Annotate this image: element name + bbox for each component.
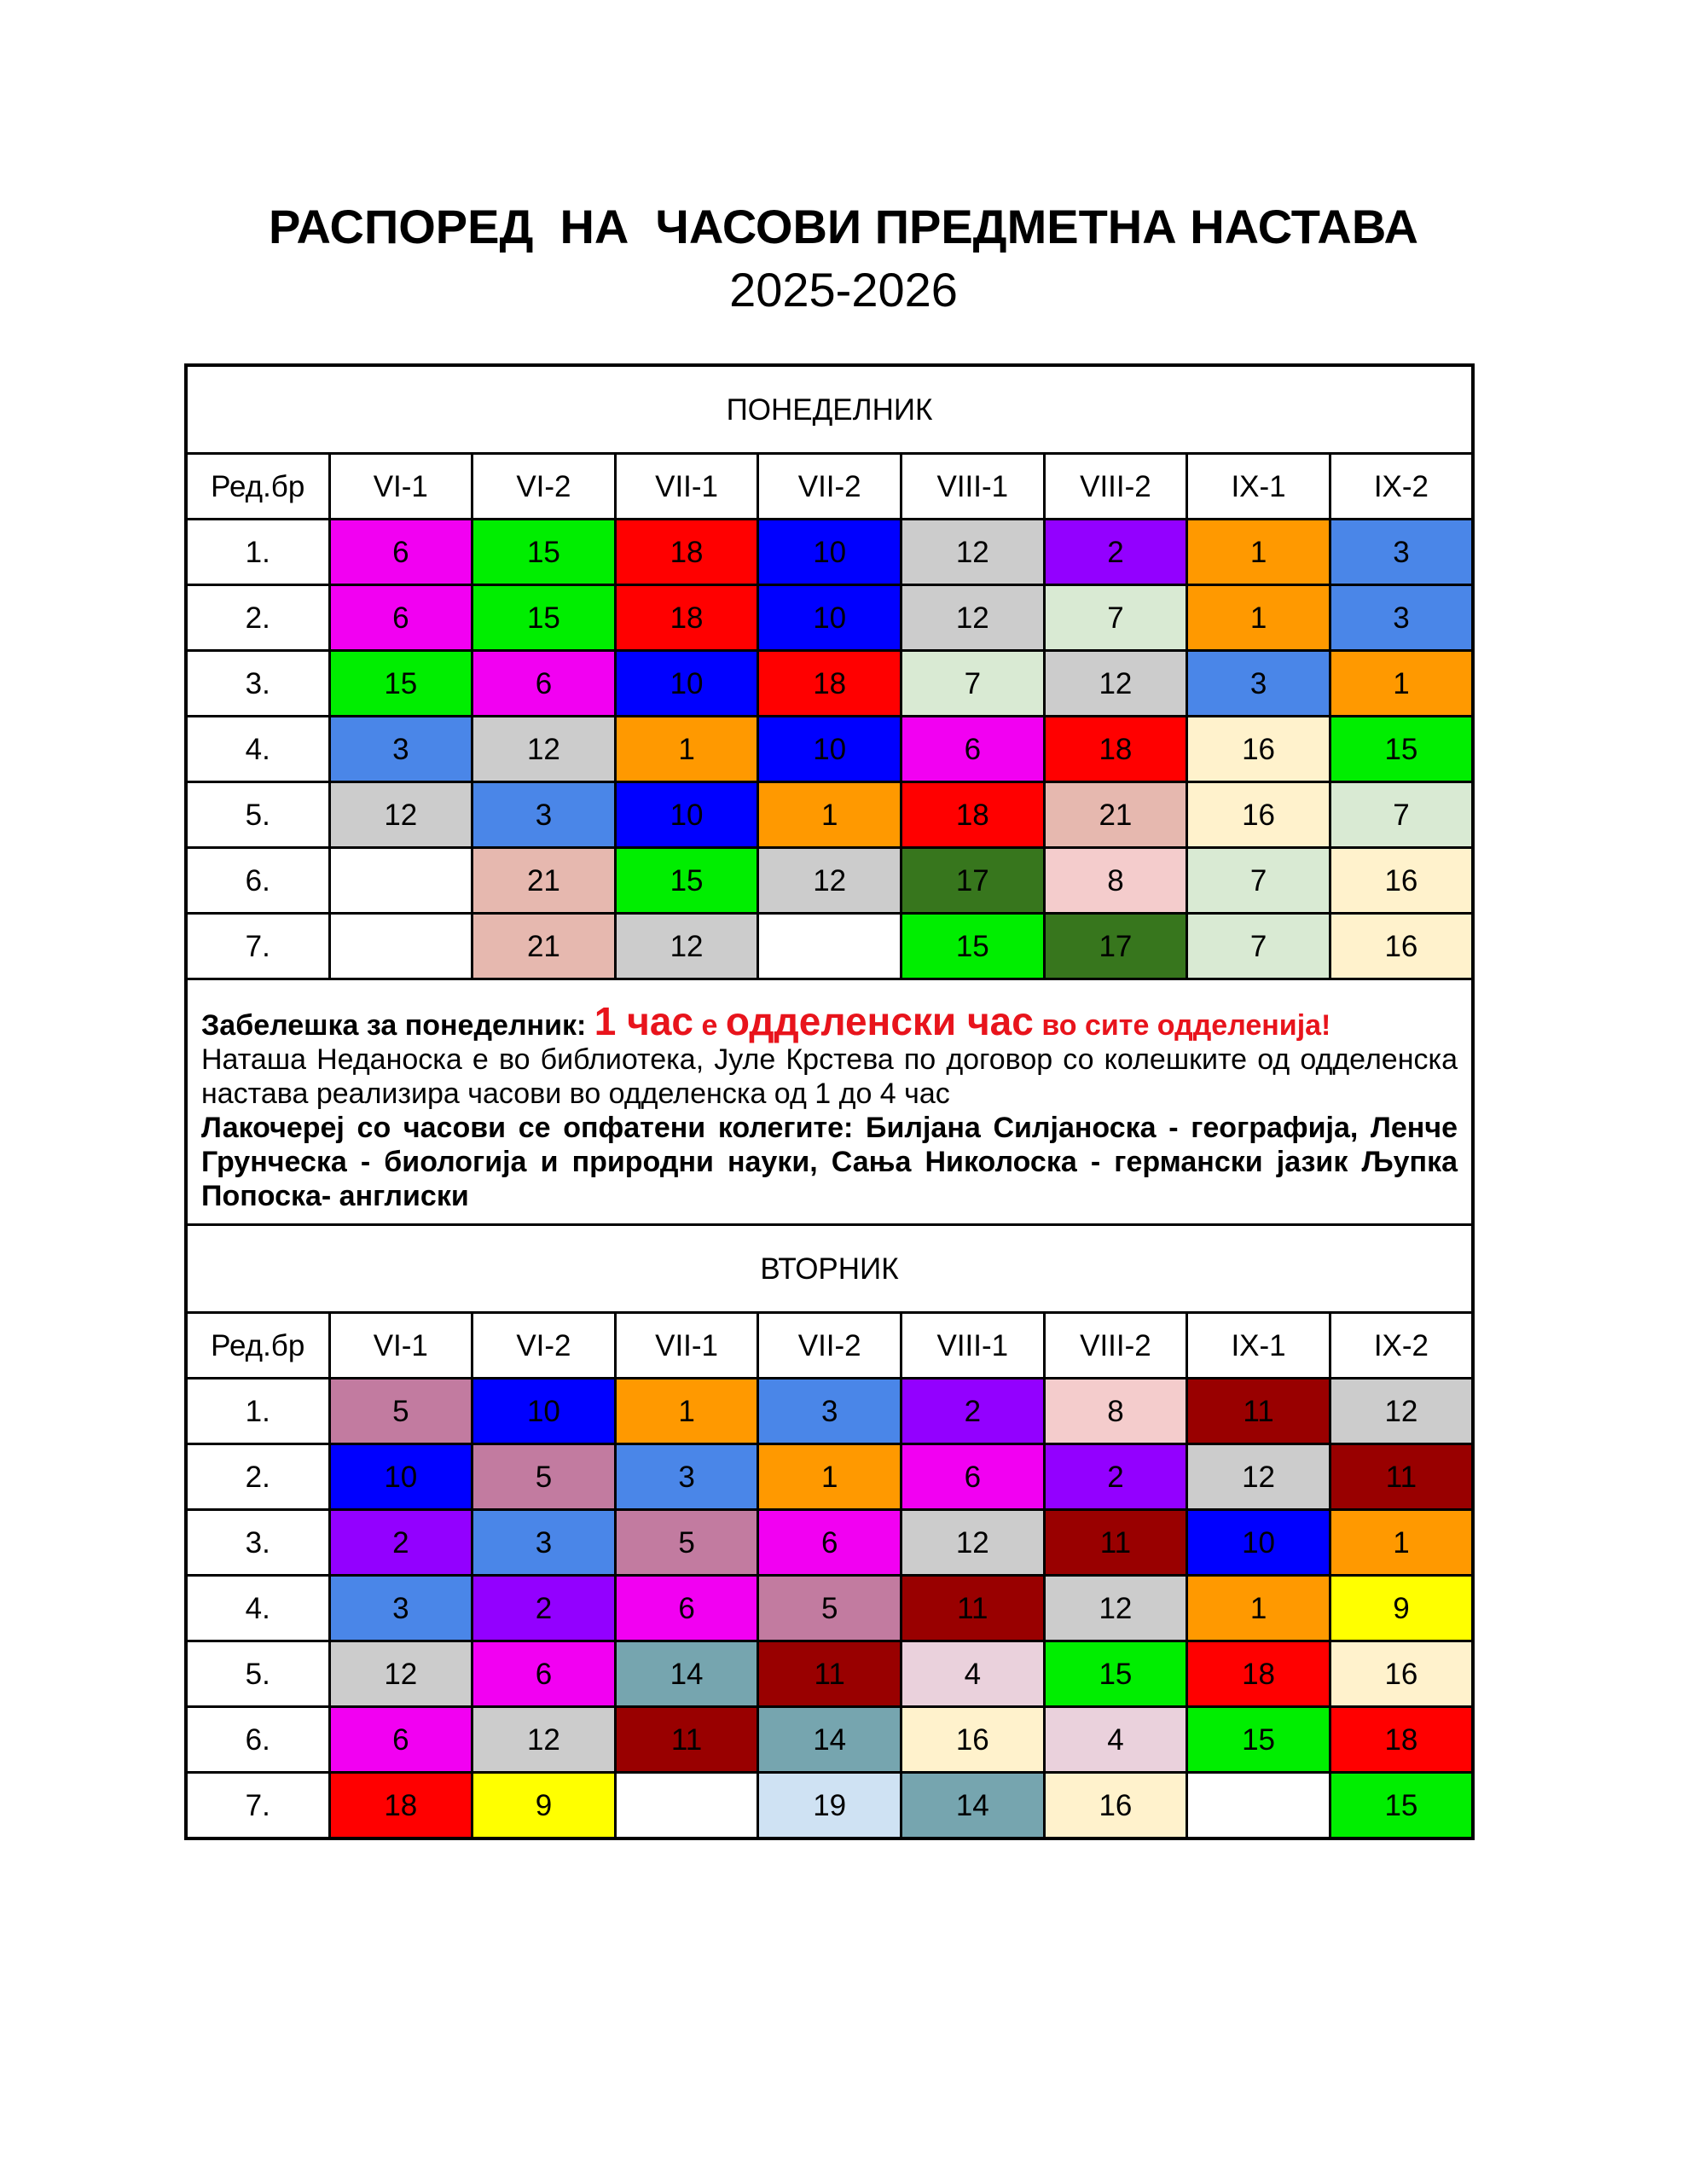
- schedule-cell: 18: [1330, 1707, 1473, 1773]
- schedule-cell: 9: [1330, 1576, 1473, 1641]
- schedule-cell: 11: [901, 1576, 1045, 1641]
- schedule-cell: 7: [1330, 782, 1473, 848]
- schedule-cell: 15: [1187, 1707, 1330, 1773]
- schedule-cell: 12: [472, 1707, 616, 1773]
- schedule-cell: 15: [1044, 1641, 1187, 1707]
- schedule-cell: 12: [1187, 1444, 1330, 1510]
- schedule-cell: 12: [901, 1510, 1045, 1576]
- schedule-cell: 11: [615, 1707, 758, 1773]
- schedule-cell: 11: [1044, 1510, 1187, 1576]
- column-header-number: Ред.бр: [186, 1313, 329, 1379]
- schedule-cell: 16: [1187, 717, 1330, 782]
- schedule-cell: 2: [901, 1379, 1045, 1444]
- table-row: [186, 1707, 1473, 1773]
- schedule-cell: 12: [901, 585, 1045, 651]
- schedule-cell: 21: [472, 914, 616, 979]
- schedule-cell: 1: [758, 782, 901, 848]
- schedule-cell: 12: [472, 717, 616, 782]
- schedule-cell: 15: [615, 848, 758, 914]
- table-row: [186, 1510, 1473, 1576]
- day-heading-monday: ПОНЕДЕЛНИК: [186, 365, 1473, 454]
- schedule-cell: 21: [472, 848, 616, 914]
- schedule-cell: 2: [1044, 520, 1187, 585]
- column-header-class: IX-1: [1187, 1313, 1330, 1379]
- table-row: [186, 1773, 1473, 1839]
- schedule-cell: 2: [472, 1576, 616, 1641]
- schedule-cell: 3: [1330, 585, 1473, 651]
- schedule-cell: 7: [1187, 848, 1330, 914]
- schedule-cell: 14: [901, 1773, 1045, 1839]
- schedule-cell: 5: [472, 1444, 616, 1510]
- schedule-cell: 18: [615, 520, 758, 585]
- schedule-cell: 1: [615, 1379, 758, 1444]
- row-number: 1.: [186, 520, 329, 585]
- column-header-class: VII-1: [615, 1313, 758, 1379]
- table-row: [186, 1379, 1473, 1444]
- schedule-cell: 6: [615, 1576, 758, 1641]
- table-row: [186, 717, 1473, 782]
- row-number: 5.: [186, 1641, 329, 1707]
- schedule-cell: 10: [615, 782, 758, 848]
- schedule-cell: 16: [1330, 1641, 1473, 1707]
- note-all-classes: во сите одделенија!: [1041, 1009, 1331, 1042]
- column-header-row: [186, 1313, 1473, 1379]
- schedule-cell: 12: [329, 782, 472, 848]
- schedule-cell: 10: [758, 717, 901, 782]
- schedule-cell: 6: [901, 1444, 1045, 1510]
- schedule-cell: 15: [472, 520, 616, 585]
- schedule-cell: 11: [1187, 1379, 1330, 1444]
- schedule-cell: 1: [1330, 651, 1473, 717]
- schedule-cell: 7: [1187, 914, 1330, 979]
- school-year: 2025-2026: [729, 263, 958, 317]
- schedule-cell: 6: [758, 1510, 901, 1576]
- note-is: е: [701, 1009, 718, 1042]
- row-number: 5.: [186, 782, 329, 848]
- column-header-row: [186, 454, 1473, 520]
- schedule-cell: 3: [615, 1444, 758, 1510]
- schedule-cell: 4: [1044, 1707, 1187, 1773]
- schedule-cell: 16: [1330, 848, 1473, 914]
- schedule-cell: 3: [1187, 651, 1330, 717]
- table-row: [186, 585, 1473, 651]
- schedule-cell: 1: [758, 1444, 901, 1510]
- row-number: 3.: [186, 651, 329, 717]
- schedule-cell: 1: [1187, 1576, 1330, 1641]
- column-header-class: VI-1: [329, 454, 472, 520]
- schedule-cell: [329, 914, 472, 979]
- schedule-cell: 1: [1187, 585, 1330, 651]
- table-row: [186, 1444, 1473, 1510]
- schedule-cell: 18: [758, 651, 901, 717]
- schedule-cell: 16: [1187, 782, 1330, 848]
- schedule-cell: 6: [329, 585, 472, 651]
- column-header-class: VII-2: [758, 1313, 901, 1379]
- schedule-cell: 10: [1187, 1510, 1330, 1576]
- schedule-cell: 10: [615, 651, 758, 717]
- schedule-cell: 8: [1044, 848, 1187, 914]
- row-number: 2.: [186, 1444, 329, 1510]
- schedule-cell: 11: [758, 1641, 901, 1707]
- schedule-cell: [1187, 1773, 1330, 1839]
- column-header-class: VII-1: [615, 454, 758, 520]
- table-row: [186, 520, 1473, 585]
- schedule-cell: 9: [472, 1773, 616, 1839]
- table-row: [186, 651, 1473, 717]
- schedule-cell: 18: [1187, 1641, 1330, 1707]
- monday-schedule-table: [184, 363, 1475, 1840]
- schedule-cell: 19: [758, 1773, 901, 1839]
- schedule-cell: 4: [901, 1641, 1045, 1707]
- column-header-class: VIII-2: [1044, 454, 1187, 520]
- row-number: 2.: [186, 585, 329, 651]
- row-number: 3.: [186, 1510, 329, 1576]
- column-header-class: VIII-2: [1044, 1313, 1187, 1379]
- schedule-cell: 16: [1044, 1773, 1187, 1839]
- schedule-cell: 10: [758, 585, 901, 651]
- column-header-class: VI-2: [472, 454, 616, 520]
- row-number: 6.: [186, 1707, 329, 1773]
- schedule-cell: 3: [329, 1576, 472, 1641]
- table-row: [186, 914, 1473, 979]
- schedule-cell: 15: [329, 651, 472, 717]
- schedule-cell: 12: [329, 1641, 472, 1707]
- schedule-cell: 7: [1044, 585, 1187, 651]
- schedule-cell: 5: [758, 1576, 901, 1641]
- schedule-cell: [329, 848, 472, 914]
- column-header-number: Ред.бр: [186, 454, 329, 520]
- schedule-cell: 3: [758, 1379, 901, 1444]
- schedule-cell: 14: [615, 1641, 758, 1707]
- column-header-class: VI-2: [472, 1313, 616, 1379]
- column-header-class: VI-1: [329, 1313, 472, 1379]
- schedule-cell: 1: [1330, 1510, 1473, 1576]
- schedule-cell: 8: [1044, 1379, 1187, 1444]
- schedule-cell: 3: [329, 717, 472, 782]
- schedule-cell: 12: [1044, 651, 1187, 717]
- schedule-cell: 1: [615, 717, 758, 782]
- note-paragraph-2: Лакочереј со часови се опфатени колегите: Билјана Силјаноска - географија, Ленче Грунческа - биологија и природни науки, Сања Николоска - германски јазик Љупка Попоска- англиски: [201, 1112, 1458, 1212]
- column-header-class: VII-2: [758, 454, 901, 520]
- schedule-cell: 6: [329, 1707, 472, 1773]
- schedule-cell: 7: [901, 651, 1045, 717]
- schedule-cell: 16: [901, 1707, 1045, 1773]
- schedule-cell: 1: [1187, 520, 1330, 585]
- note-label: Забелешка за понеделник:: [201, 1009, 587, 1042]
- schedule-cell: 14: [758, 1707, 901, 1773]
- schedule-cell: 10: [329, 1444, 472, 1510]
- table-row: [186, 1641, 1473, 1707]
- schedule-cell: [758, 914, 901, 979]
- schedule-cell: 16: [1330, 914, 1473, 979]
- schedule-cell: 5: [615, 1510, 758, 1576]
- day-heading-tuesday: ВТОРНИК: [186, 1225, 1473, 1313]
- tuesday-rows: [186, 1379, 1473, 1839]
- schedule-cell: 3: [472, 1510, 616, 1576]
- schedule-cell: 6: [329, 520, 472, 585]
- schedule-cell: 2: [329, 1510, 472, 1576]
- row-number: 4.: [186, 1576, 329, 1641]
- schedule-cell: 12: [1044, 1576, 1187, 1641]
- schedule-cell: 17: [901, 848, 1045, 914]
- schedule-cell: 3: [472, 782, 616, 848]
- row-number: 6.: [186, 848, 329, 914]
- schedule-cell: 10: [758, 520, 901, 585]
- row-number: 7.: [186, 1773, 329, 1839]
- table-row: [186, 1576, 1473, 1641]
- schedule-cell: 11: [1330, 1444, 1473, 1510]
- schedule-cell: 15: [472, 585, 616, 651]
- schedule-cell: 12: [758, 848, 901, 914]
- monday-note: [186, 979, 1473, 1225]
- schedule-cell: 17: [1044, 914, 1187, 979]
- column-header-class: IX-2: [1330, 1313, 1473, 1379]
- column-header-class: IX-1: [1187, 454, 1330, 520]
- column-header-class: VIII-1: [901, 1313, 1045, 1379]
- schedule-cell: 18: [1044, 717, 1187, 782]
- schedule-cell: 6: [472, 1641, 616, 1707]
- schedule-cell: 18: [329, 1773, 472, 1839]
- schedule-cell: 12: [615, 914, 758, 979]
- note-paragraph-1: Наташа Неданоска е во библиотека, Јуле Крстева по договор со колешките од одделенска настава реализира часови во одделенска од 1 до 4 час: [201, 1043, 1458, 1110]
- note-first-hour: 1 час: [594, 999, 694, 1043]
- schedule-cell: 18: [901, 782, 1045, 848]
- row-number: 7.: [186, 914, 329, 979]
- note-homeroom-hour: одделенски час: [725, 999, 1034, 1043]
- schedule-cell: 2: [1044, 1444, 1187, 1510]
- schedule-cell: 12: [1330, 1379, 1473, 1444]
- schedule-cell: 12: [901, 520, 1045, 585]
- schedule-cell: [615, 1773, 758, 1839]
- schedule-cell: 15: [1330, 717, 1473, 782]
- column-header-class: IX-2: [1330, 454, 1473, 520]
- schedule-cell: 3: [1330, 520, 1473, 585]
- page-title: РАСПОРЕД НА ЧАСОВИ ПРЕДМЕТНА НАСТАВА: [269, 200, 1418, 253]
- row-number: 1.: [186, 1379, 329, 1444]
- monday-rows: [186, 520, 1473, 979]
- table-row: [186, 782, 1473, 848]
- schedule-cell: 18: [615, 585, 758, 651]
- schedule-cell: 6: [901, 717, 1045, 782]
- note-headline: [201, 999, 1458, 1043]
- schedule-cell: 15: [901, 914, 1045, 979]
- schedule-cell: 10: [472, 1379, 616, 1444]
- schedule-cell: 15: [1330, 1773, 1473, 1839]
- schedule-cell: 6: [472, 651, 616, 717]
- column-header-class: VIII-1: [901, 454, 1045, 520]
- table-row: [186, 848, 1473, 914]
- schedule-cell: 21: [1044, 782, 1187, 848]
- schedule-cell: 5: [329, 1379, 472, 1444]
- row-number: 4.: [186, 717, 329, 782]
